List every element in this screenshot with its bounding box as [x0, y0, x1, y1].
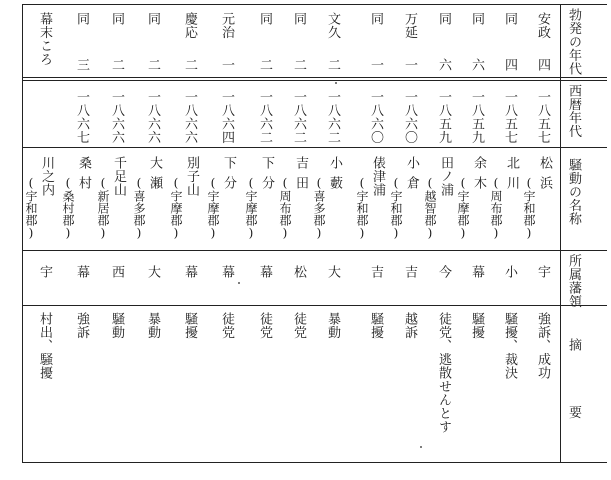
scan-speck [420, 446, 422, 448]
era-number: 四 [502, 58, 517, 72]
uprising-name: 俵津浦 [370, 156, 385, 197]
era-name: 文久 [325, 12, 340, 39]
uprising-prefix: 分 [259, 176, 274, 190]
era-name: 同 [368, 12, 383, 26]
header-era: 勃発の年代 [566, 8, 581, 76]
era-number: 二 [291, 58, 306, 72]
rule-top [22, 4, 607, 5]
district: (宇和郡) [355, 176, 369, 240]
era-name: 同 [469, 12, 484, 26]
domain: 幕 [74, 265, 89, 279]
era-number: 二 [145, 58, 160, 72]
summary: 騒擾 [182, 312, 197, 339]
era-name: 同 [74, 12, 89, 26]
domain: 宇 [37, 265, 52, 279]
western-year: 一八六〇 [368, 90, 383, 144]
uprising-name: 川之内 [39, 156, 54, 197]
western-year: 一八六二 [291, 90, 306, 144]
district: (周布郡) [489, 176, 503, 240]
era-name: 同 [436, 12, 451, 26]
era-number: 四 [535, 58, 550, 72]
era-name: 万延 [402, 12, 417, 39]
era-number: 二 [182, 58, 197, 72]
domain: 松 [291, 265, 306, 279]
summary: 強訴、成功 [535, 312, 550, 380]
uprising-name: 大 [147, 156, 162, 170]
summary: 騒擾 [368, 312, 383, 339]
district: (宇和郡) [389, 176, 403, 240]
district: (新居郡) [96, 176, 110, 240]
western-year: 一八五九 [436, 90, 451, 144]
district: (周布郡) [278, 176, 292, 240]
era-name: 同 [502, 12, 517, 26]
rule-era-bottom [22, 77, 607, 78]
summary: 徒党 [291, 312, 306, 339]
summary: 騒擾 [469, 312, 484, 339]
summary: 騒擾、裁決 [502, 312, 517, 380]
district: (越智郡) [423, 176, 437, 240]
era-number: 三 [74, 58, 89, 72]
era-name: 同 [291, 12, 306, 26]
uprising-prefix: 木 [471, 176, 486, 190]
western-year: 一八六二 [257, 90, 272, 144]
domain: 宇 [535, 265, 550, 279]
district: (喜多郡) [132, 176, 146, 240]
district: (桑村郡) [61, 176, 75, 240]
rule-left [22, 4, 23, 462]
header-year: 西暦年代 [566, 84, 581, 138]
era-number: 六 [436, 58, 451, 72]
uprising-prefix: 瀬 [147, 176, 162, 190]
western-year: 一八五九 [469, 90, 484, 144]
era-number: 一 [219, 58, 234, 72]
uprising-name: 余 [471, 156, 486, 170]
domain: 吉 [368, 265, 383, 279]
summary: 暴動 [325, 312, 340, 339]
era-name: 元治 [219, 12, 234, 39]
era-name: 慶応 [182, 12, 197, 39]
domain: 幕 [182, 265, 197, 279]
uprising-name: 下 [221, 156, 236, 170]
uprising-prefix: 田 [293, 176, 308, 190]
summary: 村出、騒擾 [37, 312, 52, 380]
uprising-name: 吉 [293, 156, 308, 170]
summary: 騒動 [109, 312, 124, 339]
domain: 吉 [402, 265, 417, 279]
western-year: 一八六六 [182, 90, 197, 144]
district: (宇摩郡) [206, 176, 220, 240]
era-number: 一 [402, 58, 417, 72]
district: (宇和郡) [24, 176, 38, 240]
rule-header-sep [560, 4, 561, 462]
western-year: 一八五七 [502, 90, 517, 144]
uprising-prefix: 倉 [404, 176, 419, 190]
uprising-name: 下 [259, 156, 274, 170]
uprising-name: 松 [537, 156, 552, 170]
summary: 徒党、逃散せんとす [436, 312, 451, 434]
era-number: 二 [257, 58, 272, 72]
uprising-name: 別子山 [184, 156, 199, 197]
rule-domain-bottom [22, 305, 607, 306]
summary: 暴動 [145, 312, 160, 339]
western-year: 一八六四 [219, 90, 234, 144]
era-name: 安政 [535, 12, 550, 39]
western-year: 一八六六 [145, 90, 160, 144]
header-name: 騒動の名称 [566, 158, 581, 226]
domain: 幕 [219, 265, 234, 279]
era-number: 一 [368, 58, 383, 72]
domain: 小 [502, 265, 517, 279]
rule-year-bottom [22, 147, 607, 148]
rule-year-top [22, 80, 607, 81]
district: (宇摩郡) [456, 176, 470, 240]
western-year: 一八五七 [535, 90, 550, 144]
uprising-prefix: 浜 [537, 176, 552, 190]
western-year: 一八六七 [74, 90, 89, 144]
rule-bottom [22, 462, 607, 463]
domain: 大 [325, 265, 340, 279]
summary: 強訴 [74, 312, 89, 339]
district: (宇和郡) [522, 176, 536, 240]
district: (宇摩郡) [244, 176, 258, 240]
domain: 幕 [469, 265, 484, 279]
era-name: 同 [257, 12, 272, 26]
domain: 大 [145, 265, 160, 279]
uprising-name: 桑 [76, 156, 91, 170]
uprising-prefix: 川 [504, 176, 519, 190]
district: (宇摩郡) [169, 176, 183, 240]
era-name: 同 [109, 12, 124, 26]
era-number: 二 [109, 58, 124, 72]
rule-name-bottom [22, 250, 607, 251]
era-name: 同 [145, 12, 160, 26]
era-name: 幕末ころ [37, 12, 52, 66]
domain: 幕 [257, 265, 272, 279]
era-number: 六 [469, 58, 484, 72]
summary: 越訴 [402, 312, 417, 339]
scan-speck [238, 282, 240, 284]
western-year: 一八六六 [109, 90, 124, 144]
uprising-name: 小 [327, 156, 342, 170]
uprising-prefix: 村 [76, 176, 91, 190]
summary: 徒党 [219, 312, 234, 339]
era-number: 二 [325, 58, 340, 72]
summary: 徒党 [257, 312, 272, 339]
domain: 西 [109, 265, 124, 279]
domain: 今 [436, 265, 451, 279]
scan-speck [335, 82, 337, 84]
western-year: 一八六〇 [402, 90, 417, 144]
uprising-name: 小 [404, 156, 419, 170]
district: (喜多郡) [312, 176, 326, 240]
header-domain: 所属藩領 [566, 254, 581, 308]
western-year: 一八六二 [325, 90, 340, 144]
header-summary: 摘 要 [566, 338, 581, 419]
uprising-name: 千足山 [111, 156, 126, 197]
uprising-prefix: 分 [221, 176, 236, 190]
uprising-name: 北 [504, 156, 519, 170]
uprising-prefix: 藪 [327, 176, 342, 190]
uprising-name: 田ノ浦 [438, 156, 453, 197]
